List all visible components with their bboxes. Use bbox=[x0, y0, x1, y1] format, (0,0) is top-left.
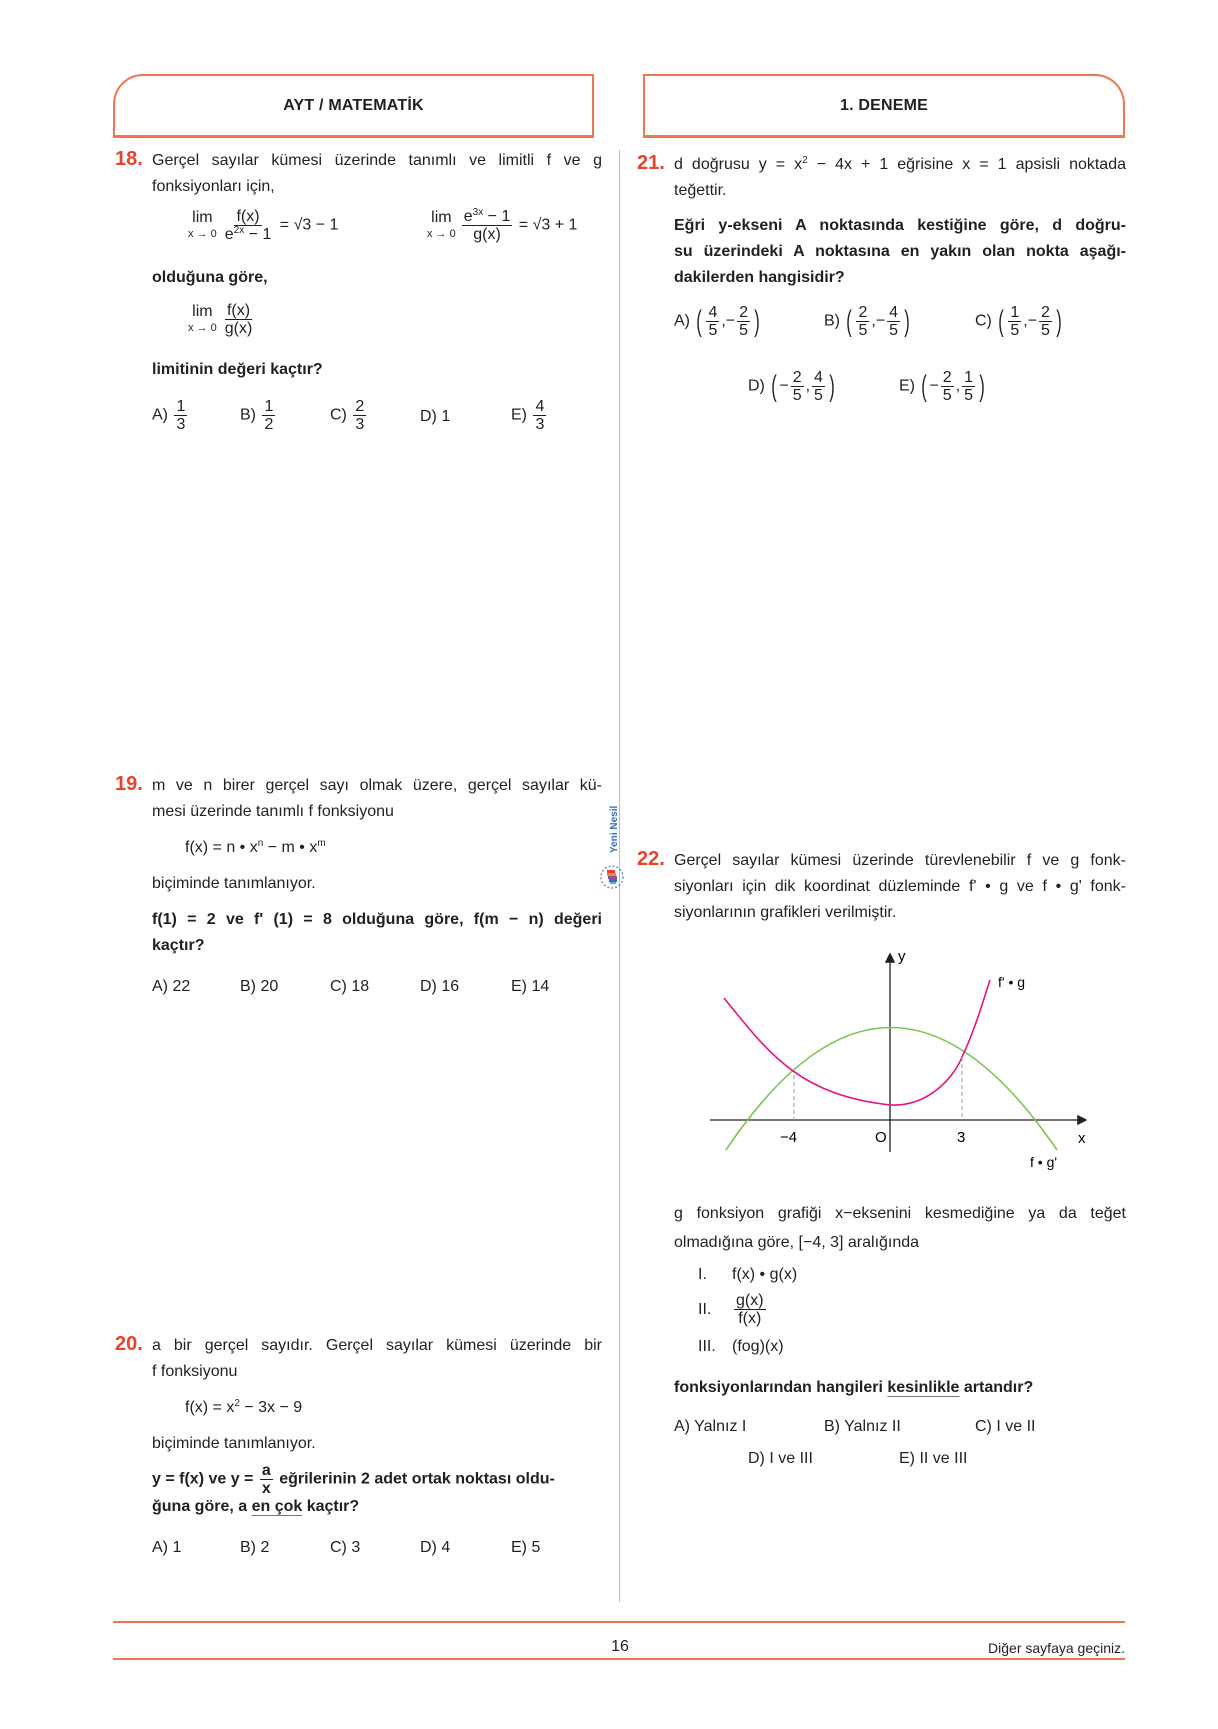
lim-word: lim bbox=[192, 302, 213, 320]
eq1-num: f(x) bbox=[236, 208, 260, 225]
q18-option-a[interactable]: A) $\frac{1}{3}$ bbox=[152, 398, 186, 433]
q21-option-a[interactable]: A) ( $\frac{4}{5}$ ,− $\frac{2}{5}$ ) bbox=[674, 304, 760, 339]
q22-item-2: II. $\frac{g(x)}{f(x)}$ bbox=[698, 1292, 764, 1327]
q21-line-1: d doğrusu $y = x^2 - 4x + 1$ eğrisine x = 1 apsisli noktada bbox=[674, 155, 1126, 173]
q20-option-e[interactable]: E) 5 bbox=[511, 1539, 541, 1556]
tick-3: 3 bbox=[957, 1129, 966, 1146]
eq1-den: $e^{2x} - 1$ bbox=[224, 225, 272, 243]
q22-option-c[interactable]: C) I ve II bbox=[975, 1418, 1036, 1435]
q20-number: 20. bbox=[115, 1333, 143, 1355]
lim-sub: x → 0 bbox=[427, 227, 456, 240]
target-num: f(x) bbox=[226, 302, 251, 319]
q21-option-c[interactable]: C) ( $\frac{1}{5}$ ,− $\frac{2}{5}$ ) bbox=[975, 304, 1062, 339]
curve1-label: f' • g bbox=[998, 974, 1026, 990]
q20-line-3: biçiminde tanımlanıyor. bbox=[152, 1435, 316, 1452]
q19-option-b[interactable]: B) 20 bbox=[240, 978, 279, 995]
q22-item-1: I. f(x) • g(x) bbox=[698, 1266, 798, 1283]
eq2-den: g(x) bbox=[473, 226, 501, 243]
q20-option-c[interactable]: C) 3 bbox=[330, 1539, 361, 1556]
q18-equation-2 bbox=[427, 208, 577, 243]
q22-line-1: Gerçel sayılar kümesi üzerinde türevlenebilir f ve g fonk- bbox=[674, 852, 1126, 869]
yeni-nesil-logo-icon bbox=[600, 805, 626, 891]
lim-sub: x → 0 bbox=[188, 227, 217, 240]
q18-given: olduğuna göre, bbox=[152, 269, 268, 286]
q18-option-c[interactable]: C) $\frac{2}{3}$ bbox=[330, 398, 365, 433]
header-left-box bbox=[113, 74, 594, 138]
q22-option-a[interactable]: A) Yalnız I bbox=[674, 1418, 747, 1435]
q19-line-1: m ve n birer gerçel sayı olmak üzere, gerçel sayılar kü- bbox=[152, 777, 602, 794]
q18-target-limit bbox=[188, 302, 256, 337]
q19-line-3: biçiminde tanımlanıyor. bbox=[152, 875, 316, 892]
q22-question: fonksiyonlarından hangileri kesinlikle artandır? bbox=[674, 1379, 1034, 1396]
tick-neg4: −4 bbox=[780, 1129, 798, 1146]
q19-option-e[interactable]: E) 14 bbox=[511, 978, 550, 995]
q18-intro-1: Gerçel sayılar kümesi üzerinde tanımlı ve limitli f ve g bbox=[152, 152, 602, 169]
curve-f-g-prime bbox=[726, 1028, 1057, 1151]
q18-question: limitinin değeri kaçtır? bbox=[152, 361, 323, 378]
q19-line-2: mesi üzerinde tanımlı f fonksiyonu bbox=[152, 803, 394, 820]
next-page-note: Diğer sayfaya geçiniz. bbox=[988, 1640, 1125, 1656]
q20-formula: $f(x) = x^2 - 3x - 9$ bbox=[185, 1398, 303, 1416]
q22-number: 22. bbox=[637, 848, 665, 870]
q19-question-2: kaçtır? bbox=[152, 937, 205, 954]
q22-option-d[interactable]: D) I ve III bbox=[748, 1450, 813, 1467]
target-den: g(x) bbox=[224, 320, 253, 337]
q19-option-d[interactable]: D) 16 bbox=[420, 978, 460, 995]
q19-question-1: f(1) = 2 ve f' (1) = 8 olduğuna göre, f(m − n) değeri bbox=[152, 911, 602, 928]
q21-question-1: Eğri y-ekseni A noktasında kestiğine göre, d doğru- bbox=[674, 217, 1126, 234]
q21-option-d[interactable]: D) ( − $\frac{2}{5}$ , $\frac{4}{5}$ ) bbox=[748, 369, 835, 404]
q21-option-e[interactable]: E) ( − $\frac{2}{5}$ , $\frac{1}{5}$ ) bbox=[899, 369, 985, 404]
y-axis-label: y bbox=[898, 948, 906, 965]
q21-option-b[interactable]: B) ( $\frac{2}{5}$ ,− $\frac{4}{5}$ ) bbox=[824, 304, 910, 339]
eq2-num: $e^{3x} - 1$ bbox=[463, 207, 511, 225]
q22-condition-1: g fonksiyon grafiği x−eksenini kesmediğine ya da teğet bbox=[674, 1205, 1126, 1222]
origin-label: O bbox=[875, 1129, 887, 1146]
page-number: 16 bbox=[611, 1638, 629, 1655]
header-subject: AYT / MATEMATİK bbox=[283, 96, 424, 114]
q21-question-3: dakilerden hangisidir? bbox=[674, 269, 845, 286]
q22-line-3: siyonlarının grafikleri verilmiştir. bbox=[674, 904, 897, 921]
eq2-rhs: = √3 + 1 bbox=[518, 216, 578, 234]
header-right-box bbox=[643, 74, 1125, 138]
curve2-label: f • g' bbox=[1030, 1154, 1058, 1170]
header-exam: 1. DENEME bbox=[839, 96, 929, 114]
logo-text: Yeni Nesil bbox=[609, 805, 620, 853]
q22-item-3: III. (fog)(x) bbox=[698, 1338, 784, 1355]
lim-sub: x → 0 bbox=[188, 321, 217, 334]
q22-option-e[interactable]: E) II ve III bbox=[899, 1450, 968, 1467]
lim-word: lim bbox=[192, 208, 213, 226]
q22-condition-2: olmadığına göre, [−4, 3] aralığında bbox=[674, 1234, 920, 1251]
q19-number: 19. bbox=[115, 773, 143, 795]
lim-word: lim bbox=[431, 208, 452, 226]
footer-line-top bbox=[113, 1621, 1125, 1623]
footer-line-bottom bbox=[113, 1658, 1125, 1660]
q18-option-e[interactable]: E) $\frac{4}{3}$ bbox=[511, 398, 545, 433]
x-axis-label: x bbox=[1078, 1130, 1086, 1147]
q20-option-b[interactable]: B) 2 bbox=[240, 1539, 270, 1556]
eq1-rhs: = √3 − 1 bbox=[279, 216, 339, 234]
q18-number: 18. bbox=[115, 148, 143, 170]
q20-question-2: ğuna göre, a en çok kaçtır? bbox=[152, 1498, 360, 1515]
q21-line-2: teğettir. bbox=[674, 182, 727, 199]
q21-number: 21. bbox=[637, 152, 665, 174]
q18-equation-1 bbox=[188, 208, 338, 243]
q19-formula: f(x) = n • $x^n - m$ • $x^m$ bbox=[185, 838, 326, 856]
q20-option-d[interactable]: D) 4 bbox=[420, 1539, 451, 1556]
q20-option-a[interactable]: A) 1 bbox=[152, 1539, 182, 1556]
q20-line-1: a bir gerçel sayıdır. Gerçel sayılar kümesi üzerinde bir bbox=[152, 1337, 602, 1354]
q20-line-2: f fonksiyonu bbox=[152, 1363, 238, 1380]
q21-question-2: su üzerindeki A noktasına en yakın olan nokta aşağı- bbox=[674, 243, 1126, 260]
q22-graph bbox=[700, 935, 1100, 1175]
q20-question-1: y = f(x) ve y = $\frac{a}{x}$ eğrilerinin 2 adet ortak noktası oldu- bbox=[152, 1462, 555, 1497]
q18-intro-2: fonksiyonları için, bbox=[152, 178, 275, 195]
q19-option-c[interactable]: C) 18 bbox=[330, 978, 370, 995]
q18-option-b[interactable]: B) $\frac{1}{2}$ bbox=[240, 398, 274, 433]
q19-option-a[interactable]: A) 22 bbox=[152, 978, 191, 995]
q22-line-2: siyonları için dik koordinat düzleminde f' • g ve f • g' fonk- bbox=[674, 878, 1126, 895]
q22-option-b[interactable]: B) Yalnız II bbox=[824, 1418, 901, 1435]
q18-option-d[interactable]: D) 1 bbox=[420, 408, 451, 425]
